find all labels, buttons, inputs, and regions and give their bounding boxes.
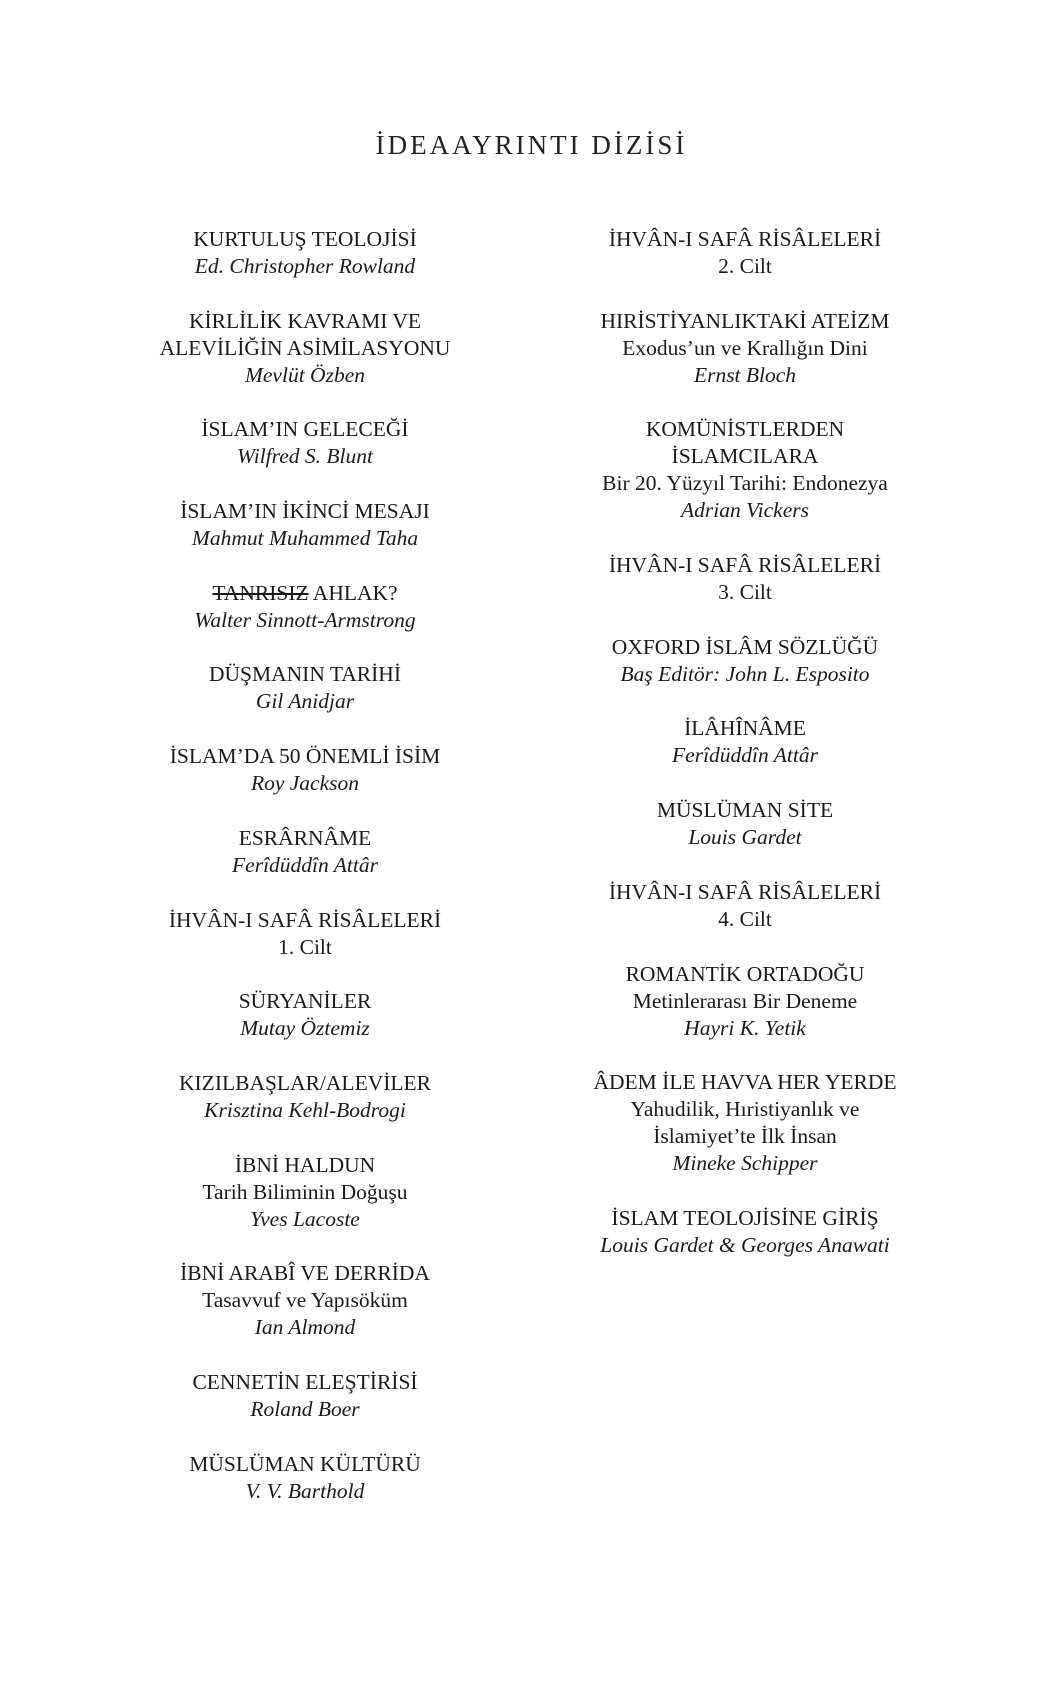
book-entry	[560, 715, 930, 769]
book-subtitle: Exodus’un ve Krallığın Dini	[622, 335, 868, 360]
book-entry	[140, 1451, 470, 1505]
book-title: İSLAM’DA 50 ÖNEMLİ İSİM	[169, 744, 441, 769]
book-entry	[140, 1152, 470, 1233]
right-column	[560, 226, 930, 1287]
book-author: Ian Almond	[254, 1315, 356, 1340]
book-subtitle: Yahudilik, Hıristiyanlık ve	[630, 1097, 860, 1122]
book-title: ROMANTİK ORTADOĞU	[625, 961, 865, 986]
book-subtitle: 1. Cilt	[278, 934, 332, 959]
book-title: KIZILBAŞLAR/ALEVİLER	[179, 1070, 431, 1095]
book-subtitle: Tarih Biliminin Doğuşu	[202, 1179, 408, 1204]
book-title-line2: ALEVİLİĞİN ASİMİLASYONU	[159, 335, 451, 360]
book-subtitle-line2: İslamiyet’te İlk İnsan	[653, 1124, 837, 1149]
series-title: İDEAAYRINTI DİZİSİ	[375, 130, 688, 160]
book-title: DÜŞMANIN TARİHİ	[209, 662, 401, 687]
book-entry	[140, 907, 470, 961]
book-entry	[560, 552, 930, 606]
book-entry	[560, 416, 930, 524]
book-author: Louis Gardet & Georges Anawati	[600, 1232, 890, 1257]
book-title: ÂDEM İLE HAVVA HER YERDE	[593, 1070, 897, 1095]
book-author: Mevlüt Özben	[244, 362, 365, 387]
book-author: Hayri K. Yetik	[684, 1015, 806, 1040]
book-author: Gil Anidjar	[255, 689, 355, 714]
book-title: MÜSLÜMAN KÜLTÜRÜ	[189, 1451, 421, 1476]
book-author: Ferîdüddîn Attâr	[672, 743, 818, 768]
book-author: Mutay Öztemiz	[240, 1016, 370, 1041]
book-entry	[140, 580, 470, 634]
book-title: İSLAM TEOLOJİSİNE GİRİŞ	[611, 1205, 879, 1230]
book-author: Ed. Christopher Rowland	[194, 254, 416, 278]
book-title	[140, 580, 470, 607]
book-subtitle: 2. Cilt	[718, 254, 772, 278]
book-author: Krisztina Kehl-Bodrogi	[204, 1097, 406, 1122]
book-title: İBNİ ARABÎ VE DERRİDA	[180, 1261, 430, 1286]
book-entry	[560, 797, 930, 851]
book-title: OXFORD İSLÂM SÖZLÜĞÜ	[611, 634, 879, 659]
book-subtitle: 3. Cilt	[718, 580, 772, 605]
book-title: İLÂHÎNÂME	[684, 716, 806, 741]
left-column	[140, 226, 470, 1532]
book-title: MÜSLÜMAN SİTE	[656, 798, 834, 823]
book-author: V. V. Barthold	[245, 1478, 365, 1503]
book-entry	[140, 416, 470, 470]
book-subtitle: 4. Cilt	[718, 906, 772, 931]
book-entry	[140, 226, 470, 280]
book-title: SÜRYANİLER	[238, 989, 372, 1014]
book-author: Adrian Vickers	[681, 498, 809, 523]
book-subtitle: Bir 20. Yüzyıl Tarihi: Endonezya	[602, 471, 888, 496]
book-author: Ferîdüddîn Attâr	[232, 852, 378, 877]
book-entry	[560, 879, 930, 933]
book-entry	[560, 634, 930, 688]
book-entry	[140, 1369, 470, 1423]
book-entry	[140, 988, 470, 1042]
book-author: Baş Editör: John L. Esposito	[620, 661, 870, 686]
book-entry	[140, 1260, 470, 1341]
book-author: Mahmut Muhammed Taha	[191, 526, 419, 551]
book-title-line2: İSLAMCILARA	[671, 444, 819, 469]
book-author: Roland Boer	[250, 1396, 360, 1421]
book-author: Louis Gardet	[688, 825, 802, 850]
book-title: İSLAM’IN GELECEĞİ	[201, 417, 409, 442]
book-title: ESRÂRNÂME	[238, 825, 372, 850]
book-author: Yves Lacoste	[250, 1206, 360, 1231]
book-entry	[140, 308, 470, 389]
book-title: İSLAM’IN İKİNCİ MESAJI	[180, 499, 430, 524]
book-author: Walter Sinnott-Armstrong	[194, 607, 416, 632]
book-title: İHVÂN-I SAFÂ RİSÂLELERİ	[168, 907, 442, 932]
book-author: Roy Jackson	[250, 771, 360, 796]
book-title: KURTULUŞ TEOLOJİSİ	[193, 227, 417, 251]
book-title: CENNETİN ELEŞTİRİSİ	[192, 1369, 418, 1394]
book-entry	[560, 1069, 930, 1177]
book-entry	[560, 961, 930, 1042]
book-entry	[560, 226, 930, 280]
book-entry	[140, 661, 470, 715]
book-author: Ernst Bloch	[693, 362, 797, 387]
struck-word: TANRISIZ	[212, 580, 309, 605]
book-title: İHVÂN-I SAFÂ RİSÂLELERİ	[608, 879, 882, 904]
book-subtitle: Metinlerarası Bir Deneme	[632, 988, 858, 1013]
book-title: HIRİSTİYANLIKTAKİ ATEİZM	[600, 308, 890, 333]
book-title: İHVÂN-I SAFÂ RİSÂLELERİ	[608, 227, 882, 251]
book-entry	[140, 825, 470, 879]
book-entry	[560, 1205, 930, 1259]
book-entry	[140, 743, 470, 797]
book-title: KOMÜNİSTLERDEN	[645, 417, 845, 442]
book-author: Wilfred S. Blunt	[237, 444, 373, 469]
book-subtitle: Tasavvuf ve Yapısöküm	[202, 1288, 408, 1313]
book-title: KİRLİLİK KAVRAMI VE	[188, 308, 422, 333]
book-title: İBNİ HALDUN	[234, 1152, 376, 1177]
book-title-rest: AHLAK?	[308, 580, 398, 605]
book-title: İHVÂN-I SAFÂ RİSÂLELERİ	[608, 553, 882, 578]
book-author: Mineke Schipper	[672, 1151, 818, 1176]
book-entry	[140, 1070, 470, 1124]
book-entry	[140, 498, 470, 552]
book-entry	[560, 308, 930, 389]
